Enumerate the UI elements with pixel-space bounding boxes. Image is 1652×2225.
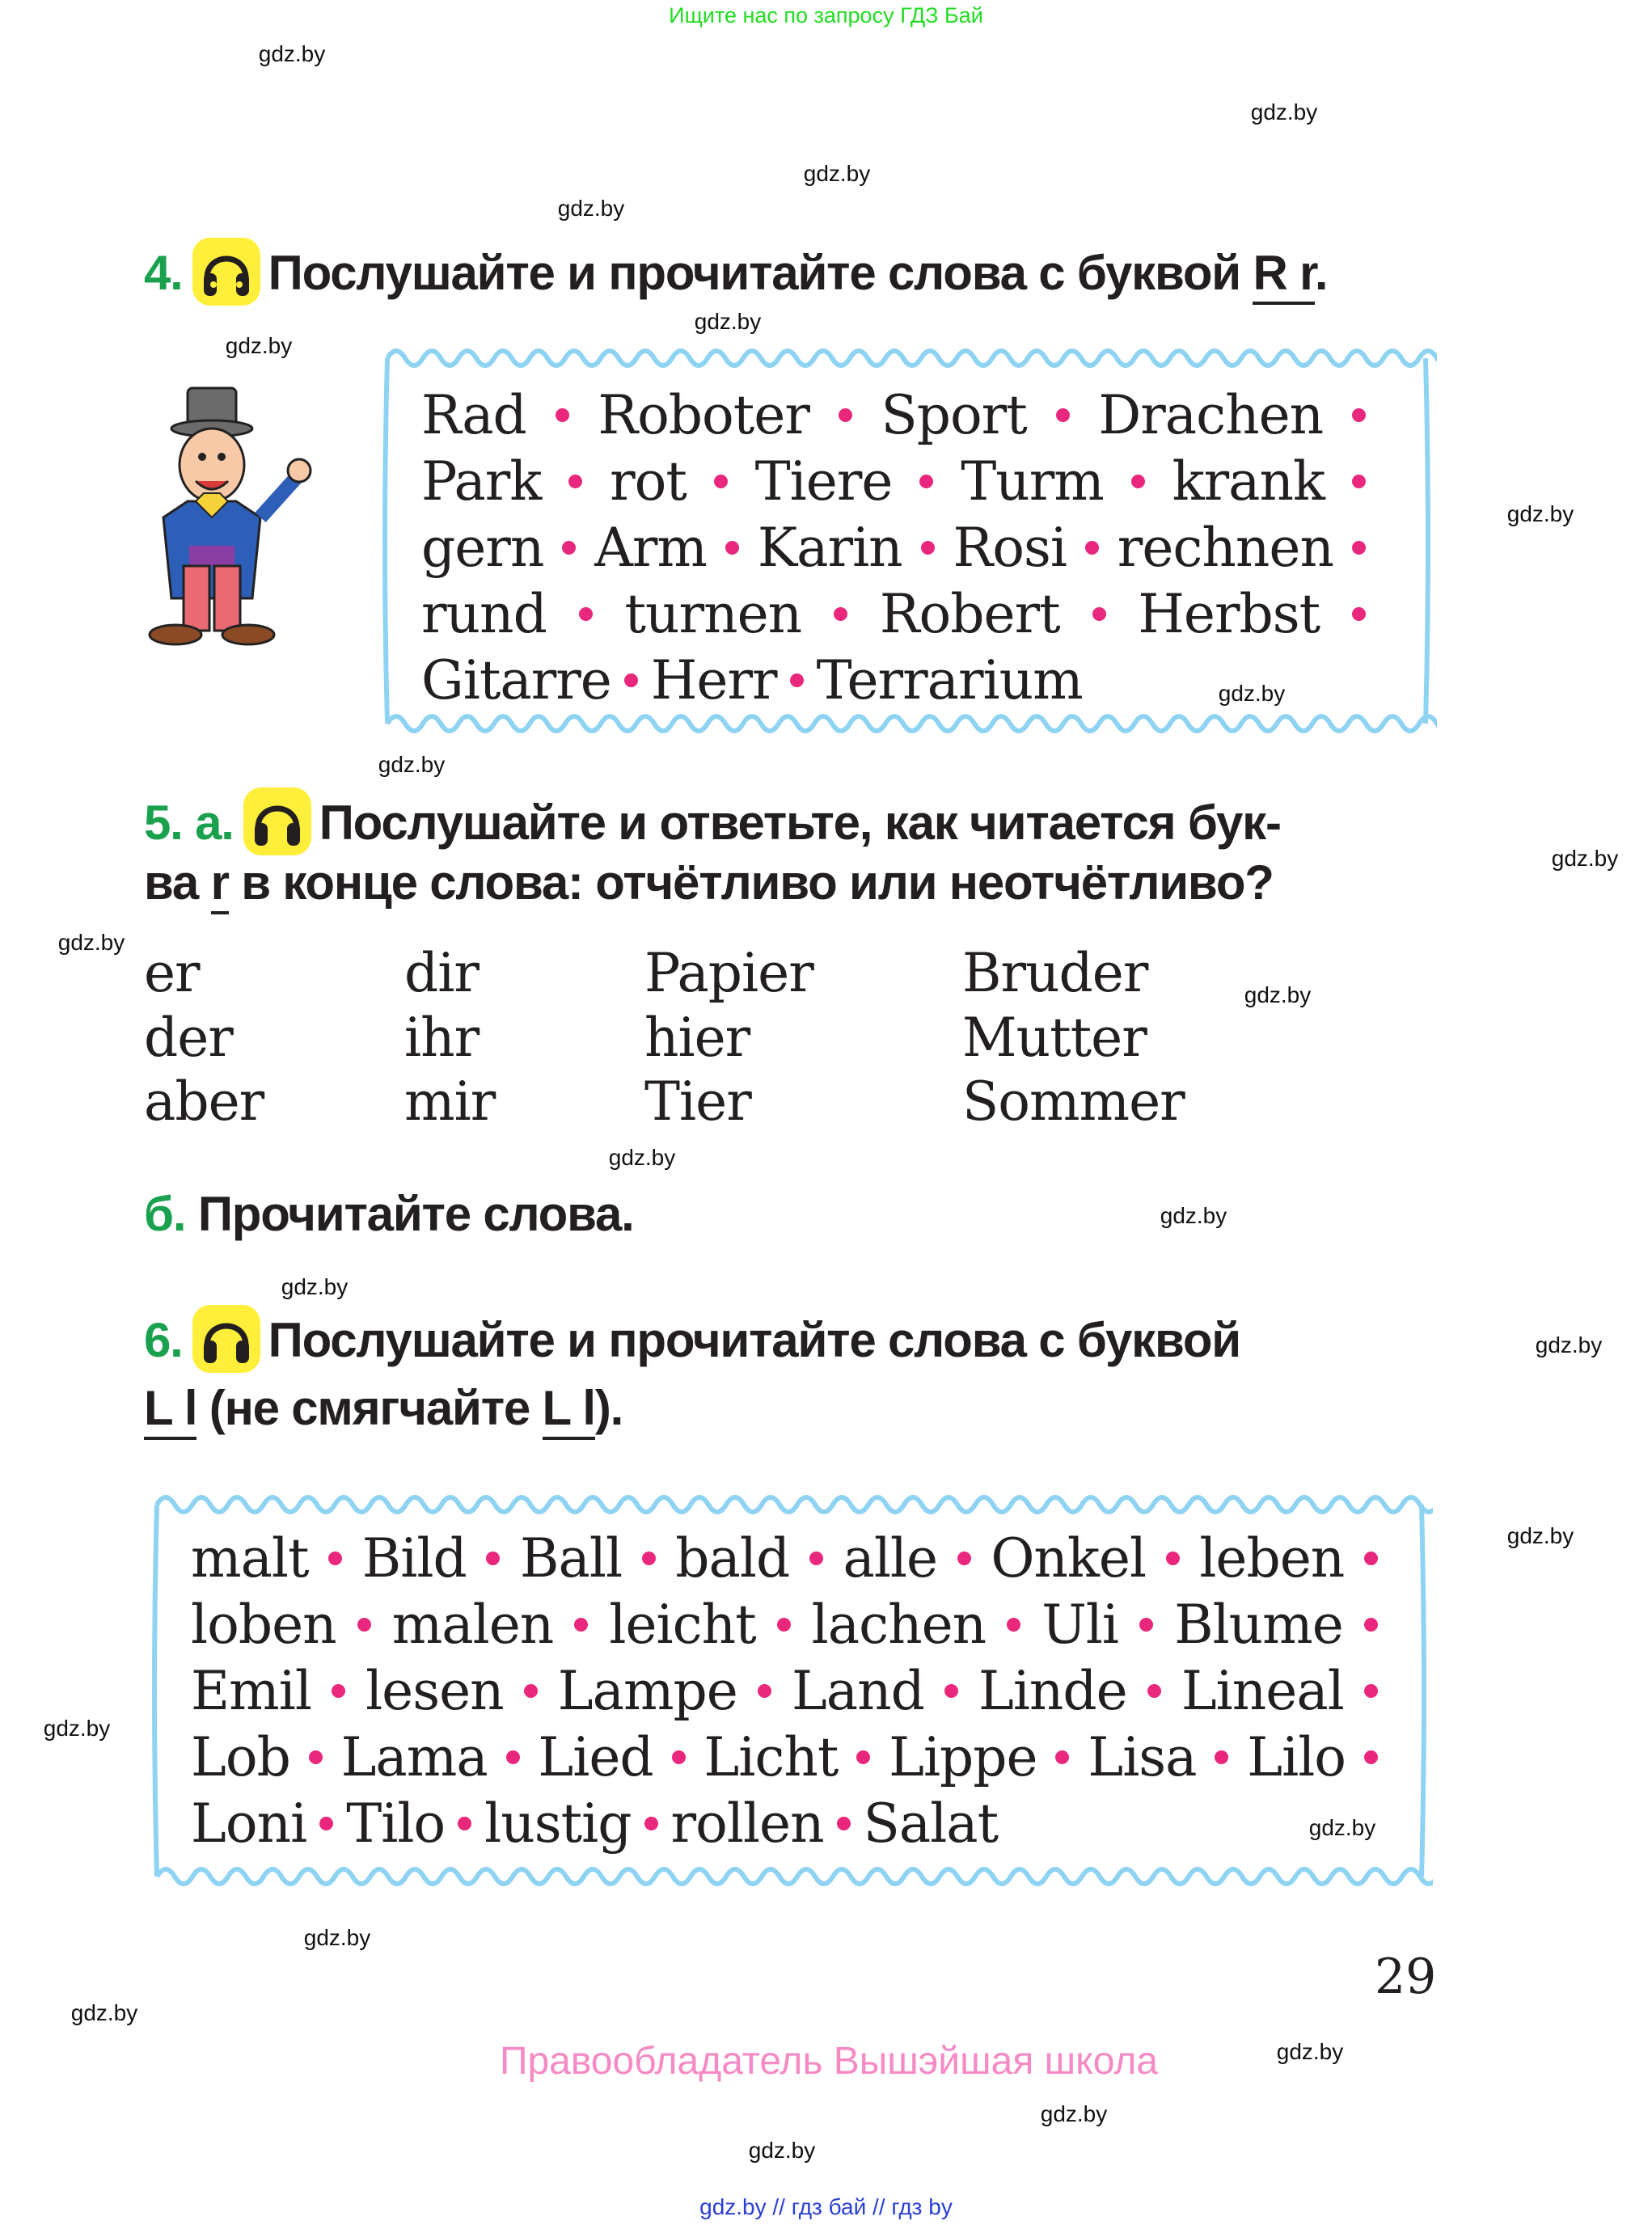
word: Ball (519, 1526, 623, 1590)
word: Lama (340, 1725, 488, 1788)
bullet-dot (1364, 1750, 1378, 1764)
watermark: gdz.by (1308, 1815, 1376, 1840)
bullet-dot (328, 1552, 342, 1565)
bullet-dot (1352, 541, 1366, 555)
bullet-dot (332, 1684, 345, 1698)
word: Sommer (962, 1070, 1185, 1133)
word: Land (791, 1659, 924, 1722)
bullet-dot (944, 1684, 958, 1698)
word: rund (421, 582, 547, 645)
word: Bruder (962, 942, 1148, 1004)
word: hier (644, 1007, 750, 1069)
letter-underlined: R r (1253, 246, 1314, 305)
watermark: gdz.by (1551, 846, 1619, 871)
word: der (144, 1007, 233, 1069)
word: Herbst (1138, 582, 1320, 645)
watermark: gdz.by (1244, 982, 1312, 1007)
bullet-dot (644, 1817, 658, 1830)
word: Mutter (962, 1007, 1147, 1069)
word: Roboter (598, 383, 809, 446)
word: rollen (670, 1792, 824, 1855)
bullet-dot (1166, 1552, 1180, 1565)
word: lachen (811, 1593, 987, 1656)
word-line (421, 581, 1366, 647)
word: alle (843, 1526, 938, 1590)
bullet-dot (1352, 408, 1366, 422)
exercise-6-heading (144, 1310, 1240, 1378)
watermark: gdz.by (803, 161, 871, 186)
exercise-5a-heading-line2 (144, 855, 1274, 910)
watermark: gdz.by (57, 930, 125, 955)
word: Rosi (953, 516, 1067, 579)
word: Lob (191, 1725, 290, 1788)
exercise-number: 4. (144, 245, 183, 300)
word-line (191, 1657, 1378, 1724)
word: Arm (594, 516, 708, 579)
exercise-number: 5. а. (144, 795, 234, 850)
watermark: gdz.by (258, 41, 326, 66)
word: aber (144, 1070, 264, 1133)
bullet-dot (1215, 1750, 1228, 1764)
headphones-icon[interactable] (243, 787, 311, 855)
exercise-title: Послушайте и прочитайте слова с буквой (268, 245, 1240, 300)
bullet-dot (758, 1684, 771, 1698)
bullet-dot (839, 408, 852, 422)
bullet-dot (458, 1817, 471, 1830)
bullet-dot (1092, 607, 1106, 621)
watermark: gdz.by (303, 1925, 371, 1950)
period: . (1314, 245, 1328, 300)
watermark: gdz.by (1276, 2039, 1344, 2064)
watermark: gdz.by (748, 2138, 816, 2163)
bullet-dot (624, 673, 638, 687)
word: Turm (961, 450, 1104, 513)
word: malen (391, 1593, 554, 1656)
bullet-dot (1364, 1684, 1378, 1698)
word: Lied (538, 1725, 653, 1788)
bullet-dot (1364, 1618, 1378, 1632)
exercise-6-heading-line2 (144, 1381, 623, 1435)
bullet-dot (809, 1552, 823, 1565)
word: ihr (404, 1007, 480, 1069)
bullet-dot (1147, 1684, 1161, 1698)
watermark: gdz.by (1218, 681, 1286, 706)
headphones-icon[interactable] (192, 238, 260, 306)
watermark: gdz.by (1506, 1523, 1574, 1548)
bullet-dot (1352, 607, 1366, 621)
word: krank (1172, 450, 1325, 513)
watermark: gdz.by (557, 196, 625, 221)
bullet-dot (714, 475, 728, 488)
word: Salat (863, 1792, 999, 1855)
watermark: gdz.by (1506, 501, 1574, 526)
bullet-dot (1055, 1750, 1069, 1764)
bullet-dot (1085, 541, 1099, 555)
bullet-dot (319, 1817, 333, 1830)
bullet-dot (1056, 408, 1070, 422)
bullet-dot (921, 541, 935, 555)
word: Uli (1041, 1593, 1119, 1656)
bullet-dot (957, 1552, 971, 1565)
watermark: gdz.by (378, 752, 446, 777)
bullet-dot (1131, 475, 1145, 488)
bullet-dot (834, 607, 847, 621)
word: Drachen (1098, 383, 1324, 446)
bullet-dot (486, 1552, 500, 1565)
word: Papier (644, 942, 813, 1004)
word: leben (1199, 1526, 1345, 1590)
exercise-title: Прочитайте слова. (197, 1187, 634, 1241)
bullet-dot (357, 1618, 371, 1632)
word: rechnen (1117, 516, 1333, 579)
word: Tier (644, 1070, 751, 1133)
letter-underlined: r (211, 855, 229, 914)
title-text: ). (594, 1381, 623, 1435)
word: Emil (191, 1659, 311, 1722)
letter-underlined: L l (543, 1381, 595, 1440)
exercise-number: 6. (144, 1312, 183, 1367)
word-line (191, 1525, 1378, 1591)
bullet-dot (1352, 475, 1366, 488)
top-banner[interactable]: Ищите нас по запросу ГДЗ Бай (669, 3, 983, 27)
word: bald (675, 1526, 790, 1590)
bullet-dot (506, 1750, 520, 1764)
exercise-title: Послушайте и ответьте, как читается бук- (319, 795, 1281, 850)
bullet-dot (725, 541, 739, 555)
word: malt (191, 1526, 309, 1590)
bullet-dot (568, 475, 582, 488)
title-text: (не смягчайте (209, 1381, 530, 1435)
word: Lilo (1247, 1725, 1346, 1788)
watermark: gdz.by (608, 1145, 676, 1170)
word: Tilo (346, 1792, 446, 1855)
watermark: gdz.by (43, 1716, 111, 1741)
bullet-dot (1364, 1552, 1378, 1565)
exercise-4-heading (144, 243, 1327, 310)
copyright-holder: Правообладатель Вышэйшая школа (499, 2040, 1159, 2083)
word: Lippe (889, 1725, 1037, 1788)
word: Herr (650, 648, 777, 711)
word: lustig (484, 1792, 632, 1855)
bullet-dot (579, 607, 593, 621)
word: Park (421, 450, 542, 513)
word-line (191, 1724, 1378, 1790)
word: Sport (881, 383, 1027, 446)
bullet-dot (672, 1750, 686, 1764)
word-line (191, 1790, 1378, 1856)
bullet-dot (856, 1750, 870, 1764)
bullet-dot (919, 475, 933, 488)
word: Gitarre (421, 648, 611, 711)
word: Lineal (1181, 1659, 1344, 1722)
word: Terrarium (816, 648, 1083, 711)
word: Bild (361, 1526, 467, 1590)
word-box-l (146, 1486, 1433, 1895)
bullet-dot (1139, 1618, 1153, 1632)
word: Licht (703, 1725, 839, 1788)
bullet-dot (562, 541, 576, 555)
word: Rad (421, 383, 526, 446)
exercise-number: б. (144, 1187, 186, 1241)
watermark: gdz.by (281, 1274, 349, 1299)
bullet-dot (837, 1817, 851, 1830)
word: leicht (609, 1593, 756, 1656)
watermark: gdz.by (1040, 2101, 1108, 2126)
word: Robert (879, 582, 1060, 645)
word-line (421, 514, 1366, 581)
exercise-5b-heading (144, 1187, 634, 1241)
word: mir (404, 1070, 496, 1133)
word: Blume (1174, 1593, 1343, 1656)
word: turnen (624, 582, 802, 645)
bullet-dot (309, 1750, 323, 1764)
exercise-title: Послушайте и прочитайте слова с буквой (268, 1312, 1240, 1367)
word-line (421, 382, 1366, 448)
word: lesen (365, 1659, 504, 1722)
watermark: gdz.by (694, 309, 762, 334)
word: dir (404, 942, 479, 1004)
bullet-dot (524, 1684, 538, 1698)
word: er (144, 942, 200, 1004)
bullet-dot (1007, 1618, 1020, 1632)
bullet-dot (574, 1618, 588, 1632)
letter-underlined: L l (144, 1381, 196, 1440)
watermark: gdz.by (225, 333, 293, 358)
exercise-5a-heading (144, 792, 1281, 860)
watermark: gdz.by (1250, 99, 1318, 125)
word: Lampe (557, 1659, 737, 1722)
footer-links[interactable]: gdz.by // гдз бай // гдз by (699, 2194, 953, 2219)
word: Lisa (1088, 1725, 1197, 1788)
word-line (421, 448, 1366, 514)
word: gern (421, 516, 544, 579)
page-number: 29 (1375, 1948, 1437, 2005)
word: Linde (978, 1659, 1127, 1722)
word: Loni (191, 1792, 307, 1855)
word: Karin (757, 516, 902, 579)
bullet-dot (556, 408, 569, 422)
word: rot (610, 450, 687, 513)
word: Onkel (991, 1526, 1147, 1590)
headphones-icon[interactable] (192, 1305, 260, 1373)
bullet-dot (642, 1552, 656, 1565)
bullet-dot (790, 673, 804, 687)
watermark: gdz.by (1535, 1332, 1603, 1357)
word: loben (191, 1593, 336, 1656)
word-line (191, 1591, 1378, 1657)
word: Tiere (754, 450, 893, 513)
title-text: в конце слова: отчётливо или неотчётливо? (241, 855, 1274, 910)
bullet-dot (777, 1618, 791, 1632)
clown-illustration (139, 380, 317, 651)
title-text: ва (144, 855, 199, 910)
watermark: gdz.by (1160, 1203, 1227, 1228)
watermark: gdz.by (70, 2000, 138, 2025)
